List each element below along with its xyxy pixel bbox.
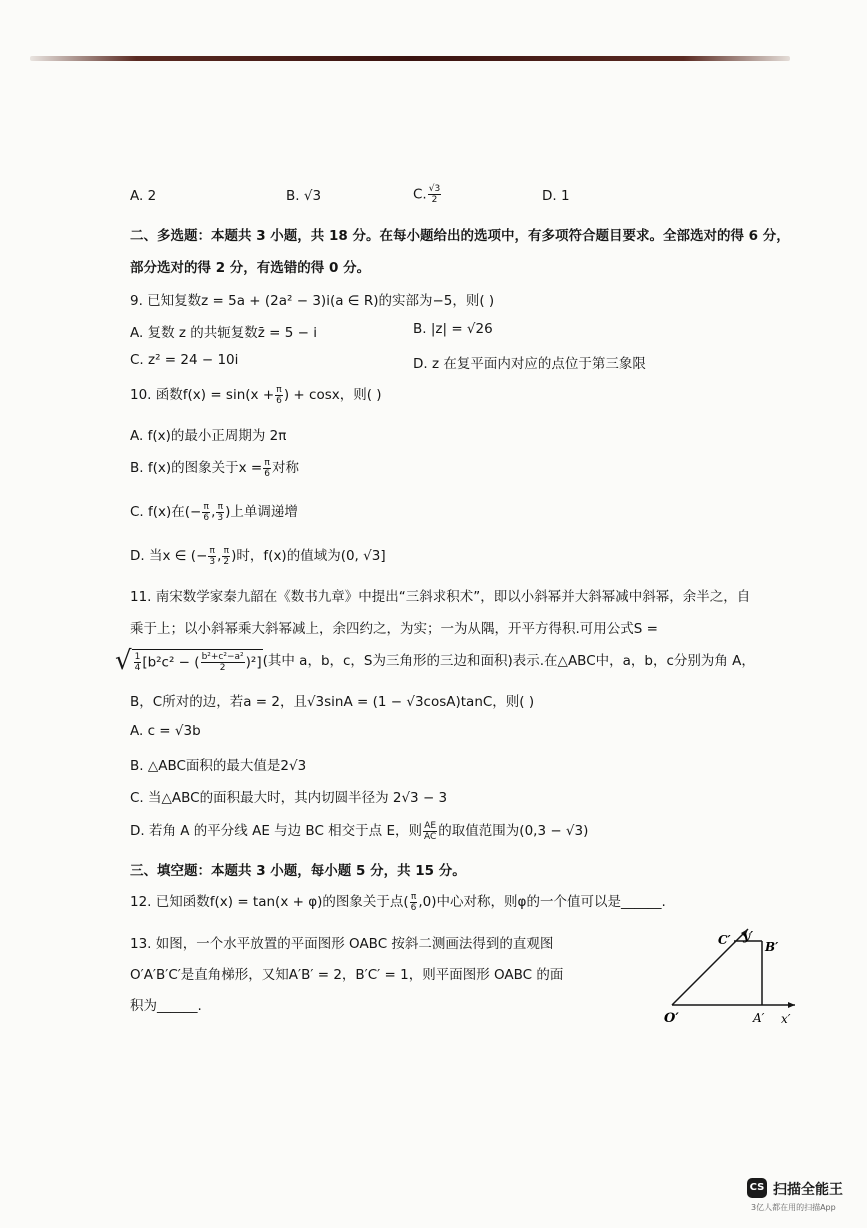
q9-option-a: A. 复数 z 的共轭复数z̄ = 5 − i bbox=[130, 325, 317, 341]
label-c: C′ bbox=[718, 933, 731, 947]
label-y: y′ bbox=[743, 929, 754, 943]
q10-option-b: B. f(x)的图象关于x = $\frac{\pi}{6}$ 对称 bbox=[130, 457, 299, 479]
label-x: x′ bbox=[781, 1012, 791, 1026]
q10-stem: 10. 函数f(x) = sin(x + $\frac{\pi}{6}$ ) + cosx，则( ) bbox=[130, 384, 382, 406]
q11-line3: √ $\frac{1}{4}$ [b²c² − ( $\frac{\text{b²+c²−a²}}{2}$ )²](其中 a，b，c，S为三角形的三边和面积)表示.在△ABC中，a，b，c分别为角 A， bbox=[115, 646, 755, 676]
q10-option-a: A. f(x)的最小正周期为 2π bbox=[130, 428, 287, 444]
watermark-subtitle: 3亿人都在用的扫描App bbox=[751, 1203, 836, 1212]
label-o: O′ bbox=[664, 1011, 679, 1026]
section3-header: 三、填空题：本题共 3 小题，每小题 5 分，共 15 分。 bbox=[130, 863, 466, 879]
label-a: A′ bbox=[753, 1011, 765, 1025]
q11-option-b: B. △ABC面积的最大值是2√3 bbox=[130, 758, 307, 774]
watermark-name: 扫描全能王 bbox=[773, 1182, 843, 1198]
q11-line4: B，C所对的边，若a = 2，且√3sinA = (1 − √3cosA)tanC，则( ) bbox=[130, 694, 535, 710]
q9-option-d: D. z 在复平面内对应的点位于第三象限 bbox=[413, 356, 646, 372]
trapezoid-figure bbox=[660, 925, 810, 1030]
q11-option-d: D. 若角 A 的平分线 AE 与边 BC 相交于点 E，则 $\frac{AE}{AC}$ 的取值范围为(0,3 − √3) bbox=[130, 820, 589, 842]
x-axis-arrow-icon bbox=[788, 1002, 795, 1008]
section2-header-line2: 部分选对的得 2 分，有选错的得 0 分。 bbox=[130, 260, 371, 276]
q8-option-c: C. $\frac{√3}{2}$ bbox=[413, 184, 441, 205]
q8-option-d: D. 1 bbox=[542, 188, 570, 204]
top-border-line bbox=[30, 56, 790, 61]
q11-line2: 乘于上；以小斜幂乘大斜幂减上，余四约之，为实；一为从隅，开平方得积.可用公式S = bbox=[130, 621, 658, 637]
q8-option-a: A. 2 bbox=[130, 188, 157, 204]
q10-option-c: C. f(x)在(− $\frac{\pi}{6}$ , $\frac{\pi}{3}$ )上单调递增 bbox=[130, 501, 298, 523]
cs-logo-icon: CS bbox=[747, 1178, 767, 1198]
section2-header-line1: 二、多选题：本题共 3 小题，共 18 分。在每小题给出的选项中，有多项符合题目要求。全部选对的得 6 分， bbox=[130, 228, 790, 244]
camscanner-watermark bbox=[747, 1178, 847, 1216]
sqrt-sign-icon: √ bbox=[115, 646, 132, 676]
q9-option-b: B. |z| = √26 bbox=[413, 321, 493, 337]
q11-option-a: A. c = √3b bbox=[130, 723, 201, 739]
q13-line1: 13. 如图，一个水平放置的平面图形 OABC 按斜二测画法得到的直观图 bbox=[130, 936, 554, 952]
q11-option-c: C. 当△ABC的面积最大时，其内切圆半径为 2√3 − 3 bbox=[130, 790, 448, 806]
q13-line2: O′A′B′C′是直角梯形，又知A′B′ = 2，B′C′ = 1，则平面图形 OABC 的面 bbox=[130, 967, 564, 983]
three-oblique-formula: $\frac{1}{4}$ [b²c² − ( $\frac{\text{b²+c²−a²}}{2}$ )²] bbox=[132, 649, 263, 673]
q9-stem: 9. 已知复数z = 5a + (2a² − 3)i(a ∈ R)的实部为−5，则( ) bbox=[130, 293, 495, 309]
label-b: B′ bbox=[765, 940, 779, 954]
q9-option-c: C. z² = 24 − 10i bbox=[130, 352, 239, 368]
q11-line1: 11. 南宋数学家秦九韶在《数书九章》中提出“三斜求积术”，即以小斜幂并大斜幂减中斜幂，余半之，自 bbox=[130, 589, 751, 605]
q8-option-b: B. √3 bbox=[286, 188, 322, 204]
q10-option-d: D. 当x ∈ (− $\frac{\pi}{3}$ , $\frac{\pi}{2}$ )时，f(x)的值域为(0, √3] bbox=[130, 545, 386, 567]
q13-line3: 积为______. bbox=[130, 998, 202, 1014]
q12-stem: 12. 已知函数f(x) = tan(x + φ)的图象关于点( $\frac{\pi}{6}$ ,0)中心对称，则φ的一个值可以是______. bbox=[130, 891, 666, 913]
